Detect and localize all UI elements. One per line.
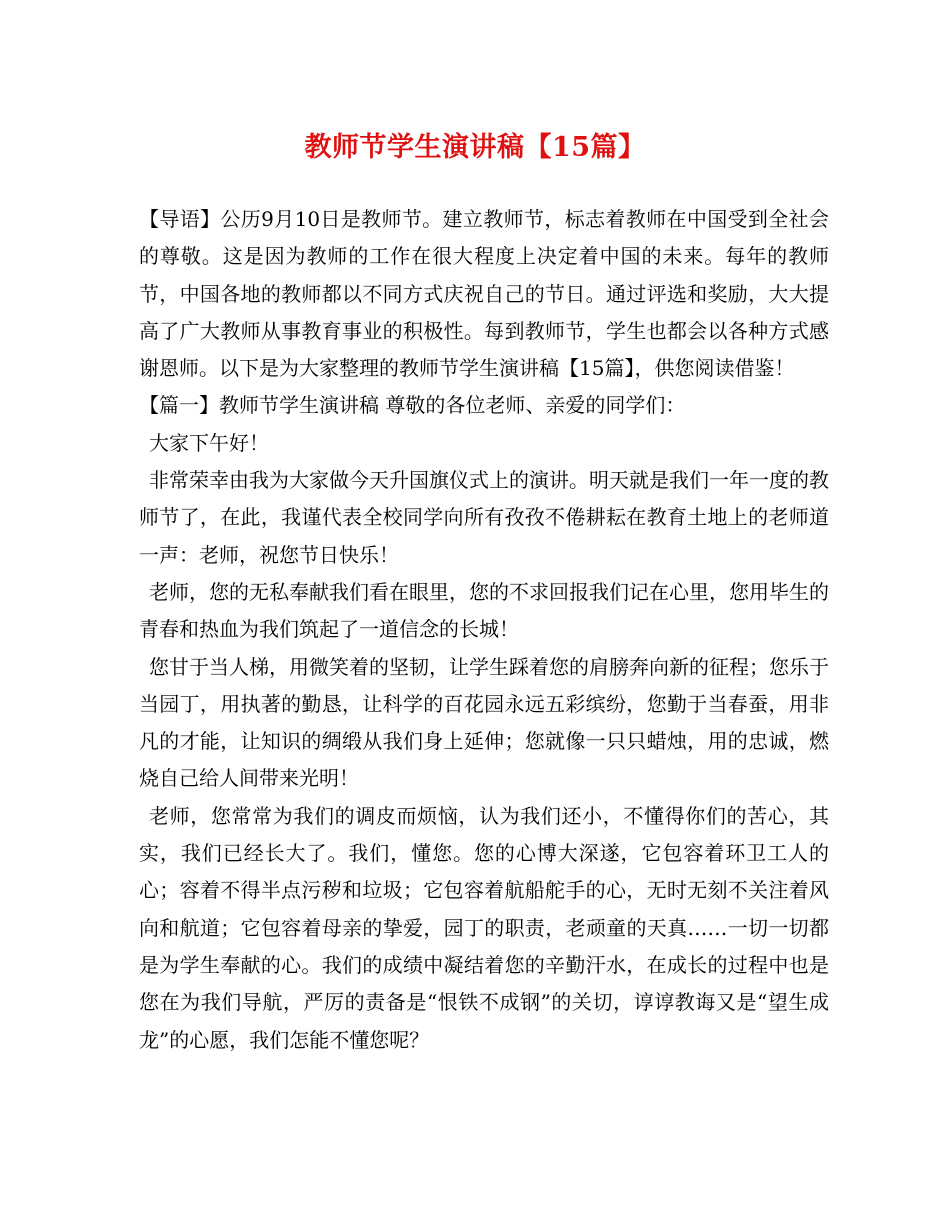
document-body bbox=[139, 201, 829, 1059]
paragraph: 您甘于当人梯，用微笑着的坚韧，让学生踩着您的肩膀奔向新的征程；您乐于当园丁，用执著的勤恳，让科学的百花园永远五彩缤纷，您勤于当春蚕，用非凡的才能，让知识的绸缎从我们身上延伸；您就像一只只蜡烛，用的忠诚，燃烧自己给人间带来光明！ bbox=[139, 654, 829, 791]
paragraph: 老师，您常常为我们的调皮而烦恼，认为我们还小，不懂得你们的苦心，其实，我们已经长大了。我们，懂您。您的心博大深遂，它包容着环卫工人的心；容着不得半点污秽和垃圾；它包容着航船舵手的心，无时无刻不关注着风向和航道；它包容着母亲的挚爱，园丁的职责，老顽童的天真……一切一切都是为学生奉献的心。我们的成绩中凝结着您的辛勤汗水，在成长的过程中也是您在为我们导航，严厉的责备是“恨铁不成钢”的关切，谆谆教诲又是“望生成龙”的心愿，我们怎能不懂您呢？ bbox=[139, 803, 829, 1052]
paragraph-greeting: 大家下午好！ bbox=[149, 430, 269, 455]
paragraph: 非常荣幸由我为大家做今天升国旗仪式上的演讲。明天就是我们一年一度的教师节了，在此，我谨代表全校同学向所有孜孜不倦耕耘在教育土地上的老师道一声：老师，祝您节日快乐！ bbox=[139, 468, 829, 567]
paragraph: 老师，您的无私奉献我们看在眼里，您的不求回报我们记在心里，您用毕生的青春和热血为我们筑起了一道信念的长城！ bbox=[139, 579, 829, 642]
paragraph-section-heading: 【篇一】教师节学生演讲稿 尊敬的各位老师、亲爱的同学们： bbox=[139, 393, 686, 418]
document-title: 教师节学生演讲稿【15篇】 bbox=[304, 132, 646, 163]
paragraph-intro: 【导语】公历9月10日是教师节。建立教师节，标志着教师在中国受到全社会的尊敬。这是因为教师的工作在很大程度上决定着中国的未来。每年的教师节，中国各地的教师都以不同方式庆祝自己的节日。通过评选和奖励，大大提高了广大教师从事教育事业的积极性。每到教师节，学生也都会以各种方式感谢恩师。以下是为大家整理的教师节学生演讲稿【15篇】，供您阅读借鉴！ bbox=[139, 207, 829, 381]
